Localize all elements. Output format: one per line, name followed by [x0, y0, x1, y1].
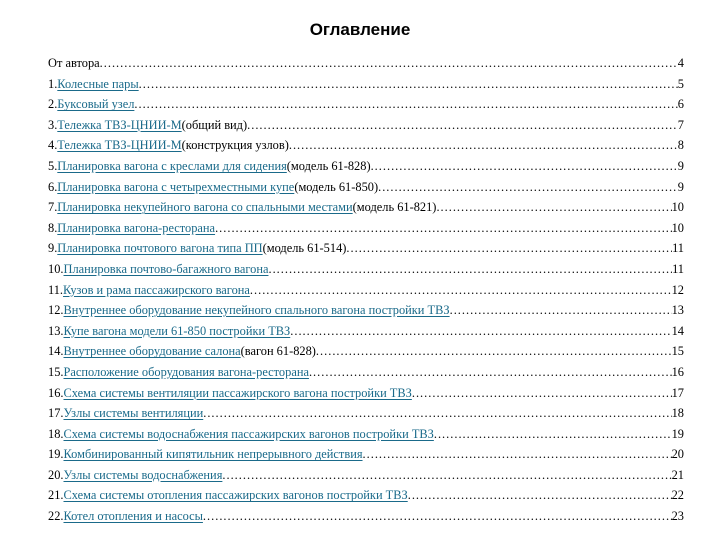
toc-page-number: 13: [671, 303, 684, 318]
dot-leader: [268, 259, 672, 280]
dot-leader: [215, 218, 672, 239]
toc-page-number: 20: [671, 447, 684, 462]
dot-leader: [434, 424, 672, 445]
toc-entry-link[interactable]: Комбинированный кипятильник непрерывного действия: [63, 447, 363, 462]
toc-page-number: 4: [677, 56, 684, 70]
dot-leader: [247, 115, 678, 136]
toc-entry: [48, 506, 684, 527]
toc-entry-link[interactable]: Узлы системы водоснабжения: [63, 467, 223, 482]
toc-entry: [48, 321, 684, 342]
dot-leader: [412, 383, 672, 404]
toc-entry: [48, 465, 684, 486]
toc-entry: [48, 177, 684, 198]
dot-leader: [250, 280, 672, 301]
dot-leader: [450, 300, 672, 321]
page-title: Оглавление: [309, 20, 411, 39]
toc-entry: [48, 135, 684, 156]
toc-entry: [48, 485, 684, 506]
toc-entry: [48, 259, 684, 280]
dot-leader: [203, 506, 672, 527]
toc-entry-link[interactable]: Планировка почтового вагона типа ПП: [57, 241, 263, 256]
toc-entry: [48, 341, 684, 362]
toc-entry-number: 19.: [48, 447, 64, 462]
toc-entry-link[interactable]: Колесные пары: [57, 76, 139, 91]
toc-entry-number: 18.: [48, 426, 64, 441]
toc-page-number: 9: [677, 179, 684, 194]
toc-entry-link[interactable]: Купе вагона модели 61-850 постройки ТВЗ: [63, 323, 291, 338]
toc-entry-number: 21.: [48, 488, 64, 503]
toc-entry-number: 3.: [48, 117, 58, 132]
dot-leader: [371, 156, 678, 177]
toc-entry-link[interactable]: Планировка почтово-багажного вагона: [63, 261, 269, 276]
toc-entry-number: 15.: [48, 364, 64, 379]
toc-entry-note: (модель 61-850): [294, 179, 379, 194]
toc-entry-note: (модель 61-828): [286, 158, 371, 173]
toc-page-number: 11: [672, 241, 684, 256]
toc-entry-link[interactable]: Тележка ТВЗ-ЦНИИ-М: [57, 117, 182, 132]
toc-entry-number: 8.: [48, 220, 58, 235]
dot-leader: [363, 444, 672, 465]
toc-entry-number: 9.: [48, 241, 58, 256]
toc-entry-number: 17.: [48, 406, 64, 421]
toc-entry: [48, 115, 684, 136]
toc-page-number: 17: [671, 385, 684, 400]
toc-page-number: 15: [671, 344, 684, 359]
toc-page-number: 8: [677, 138, 684, 153]
toc-entry-note: (модель 61-821): [352, 200, 437, 215]
toc-entry-number: 7.: [48, 200, 58, 215]
toc-list: [48, 53, 684, 527]
toc-entry-number: 13.: [48, 323, 64, 338]
toc-entry-number: 1.: [48, 76, 58, 91]
toc-entry-link[interactable]: Кузов и рама пассажирского вагона: [63, 282, 250, 297]
toc-page-number: 5: [677, 76, 684, 91]
toc-entry-note: (конструкция узлов): [181, 138, 289, 153]
toc-entry-number: 2.: [48, 97, 58, 112]
toc-page-number: 12: [671, 282, 684, 297]
toc-entry: [48, 280, 684, 301]
dot-leader: [378, 177, 678, 198]
toc-entry-link[interactable]: Расположение оборудования вагона-ресторана: [63, 364, 309, 379]
toc-entry: [48, 300, 684, 321]
toc-entry-link[interactable]: Схема системы отопления пассажирских вагонов постройки ТВЗ: [63, 488, 408, 503]
toc-entry: [48, 424, 684, 445]
toc-entry-number: 20.: [48, 467, 64, 482]
dot-leader: [100, 53, 678, 74]
dot-leader: [222, 465, 671, 486]
toc-entry-link[interactable]: Планировка некупейного вагона со спальными местами: [57, 200, 353, 215]
toc-entry-number: 11.: [48, 282, 64, 297]
toc-page-number: 11: [672, 261, 684, 276]
toc-page-number: 7: [677, 117, 684, 132]
toc-entry-note: (вагон 61-828): [240, 344, 316, 359]
toc-entry: [48, 74, 684, 95]
toc-entry-number: 6.: [48, 179, 58, 194]
dot-leader: [290, 321, 671, 342]
toc-entry: [48, 403, 684, 424]
toc-page-number: 14: [671, 323, 684, 338]
toc-entry-link[interactable]: Схема системы водоснабжения пассажирских вагонов постройки ТВЗ: [63, 426, 434, 441]
dot-leader: [408, 485, 672, 506]
toc-entry: [48, 156, 684, 177]
toc-page-number: 10: [671, 200, 684, 215]
dot-leader: [436, 197, 671, 218]
toc-entry-number: От автора: [48, 56, 100, 70]
toc-entry: [48, 238, 684, 259]
toc-entry-number: 16.: [48, 385, 64, 400]
toc-page-number: 23: [671, 509, 684, 524]
toc-page-number: 21: [671, 467, 684, 482]
dot-leader: [316, 341, 672, 362]
toc-entry-number: 4.: [48, 138, 58, 153]
toc-entry-link[interactable]: Схема системы вентиляции пассажирского вагона постройки ТВЗ: [63, 385, 412, 400]
toc-entry: [48, 197, 684, 218]
dot-leader: [134, 94, 677, 115]
toc-page-number: 19: [671, 426, 684, 441]
toc-entry: [48, 362, 684, 383]
toc-page-number: 18: [671, 406, 684, 421]
toc-entry-link[interactable]: Планировка вагона с креслами для сидения: [57, 158, 287, 173]
toc-entry-number: 12.: [48, 303, 64, 318]
toc-entry-number: 5.: [48, 158, 58, 173]
toc-entry: [48, 383, 684, 404]
toc-page-number: 9: [677, 158, 684, 173]
toc-entry: [48, 53, 684, 74]
toc-entry-note: (общий вид): [181, 117, 248, 132]
dot-leader: [203, 403, 671, 424]
toc-page-number: 16: [671, 364, 684, 379]
toc-entry-link[interactable]: Внутреннее оборудование некупейного спального вагона постройки ТВЗ: [63, 303, 450, 318]
dot-leader: [139, 74, 678, 95]
toc-entry: [48, 444, 684, 465]
toc-entry-number: 22.: [48, 509, 64, 524]
toc-page-number: 22: [671, 488, 684, 503]
toc-entry-note: (модель 61-514): [262, 241, 347, 256]
toc-entry-link[interactable]: Буксовый узел: [57, 97, 135, 112]
dot-leader: [289, 135, 678, 156]
toc-entry: [48, 218, 684, 239]
toc-entry-link[interactable]: Внутреннее оборудование салона: [63, 344, 241, 359]
dot-leader: [346, 238, 672, 259]
toc-entry-number: 14.: [48, 344, 64, 359]
toc-entry-link[interactable]: Узлы системы вентиляции: [63, 406, 204, 421]
dot-leader: [309, 362, 672, 383]
toc-page-number: 6: [677, 97, 684, 112]
toc-entry-link[interactable]: Тележка ТВЗ-ЦНИИ-М: [57, 138, 182, 153]
toc-page-number: 10: [671, 220, 684, 235]
toc-entry-number: 10.: [48, 261, 64, 276]
toc-entry-link[interactable]: Котел отопления и насосы: [63, 509, 203, 524]
toc-entry-link[interactable]: Планировка вагона-ресторана: [57, 220, 216, 235]
toc-entry: [48, 94, 684, 115]
toc-entry-link[interactable]: Планировка вагона с четырехместными купе: [57, 179, 295, 194]
